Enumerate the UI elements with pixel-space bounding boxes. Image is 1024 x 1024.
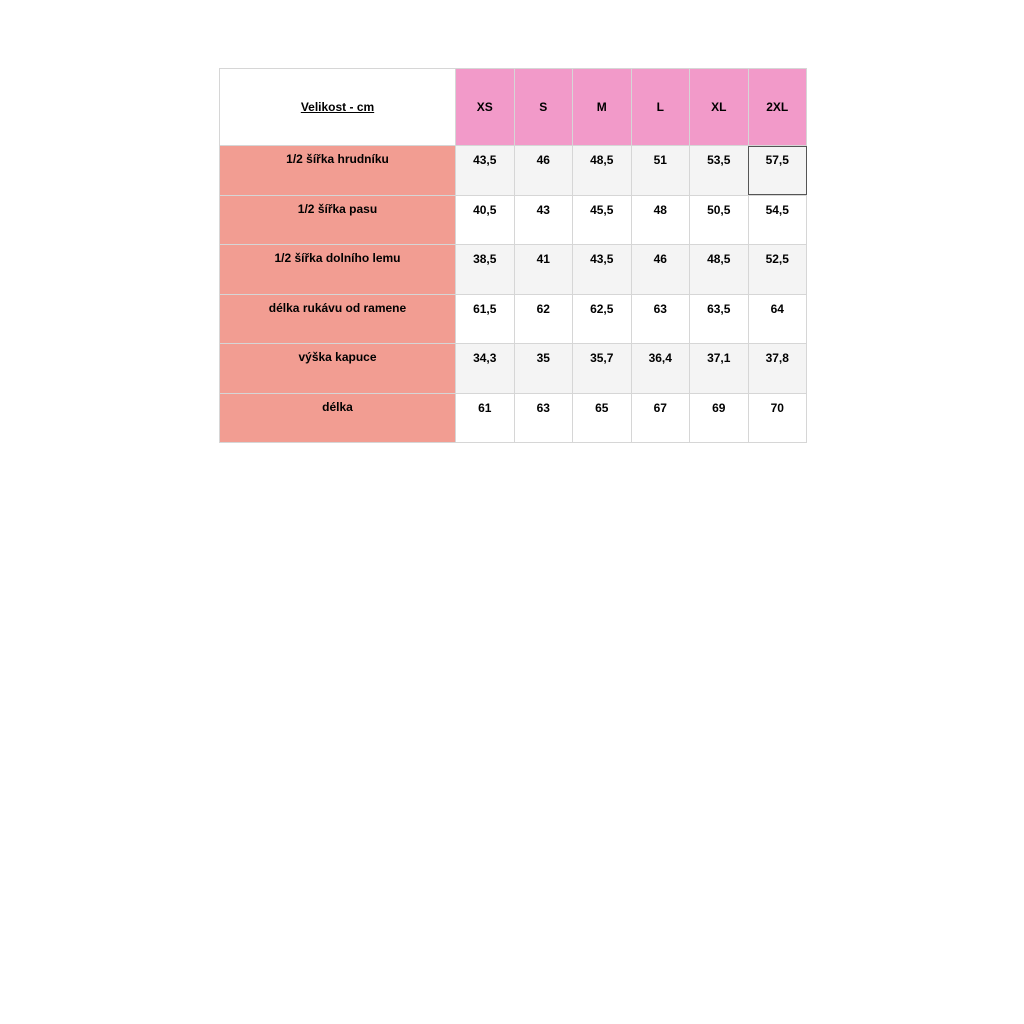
table-cell[interactable]: 61,5 (456, 294, 515, 344)
row-label[interactable]: 1/2 šířka pasu (220, 195, 456, 245)
row-label[interactable]: délka rukávu od ramene (220, 294, 456, 344)
table-cell[interactable]: 40,5 (456, 195, 515, 245)
size-header-xl[interactable]: XL (690, 69, 749, 146)
row-label[interactable]: výška kapuce (220, 344, 456, 394)
size-header-m[interactable]: M (573, 69, 632, 146)
table-cell[interactable]: 51 (631, 146, 690, 196)
table-row (220, 344, 807, 394)
size-header-l[interactable]: L (631, 69, 690, 146)
table-cell[interactable]: 50,5 (690, 195, 749, 245)
table-cell[interactable]: 43 (514, 195, 573, 245)
table-cell[interactable]: 37,1 (690, 344, 749, 394)
table-cell[interactable]: 35,7 (573, 344, 632, 394)
table-cell[interactable]: 38,5 (456, 245, 515, 295)
table-row (220, 393, 807, 443)
table-cell[interactable]: 65 (573, 393, 632, 443)
size-header-s[interactable]: S (514, 69, 573, 146)
table-cell[interactable]: 35 (514, 344, 573, 394)
size-header-2xl[interactable]: 2XL (748, 69, 807, 146)
table-cell[interactable]: 63 (631, 294, 690, 344)
table-cell[interactable]: 45,5 (573, 195, 632, 245)
table-cell[interactable]: 43,5 (573, 245, 632, 295)
table-cell[interactable]: 52,5 (748, 245, 807, 295)
table-cell[interactable]: 48 (631, 195, 690, 245)
table-cell[interactable]: 63,5 (690, 294, 749, 344)
table-cell[interactable]: 46 (514, 146, 573, 196)
table-row (220, 245, 807, 295)
size-header-xs[interactable]: XS (456, 69, 515, 146)
selected-table-cell[interactable]: 57,5 (748, 146, 807, 196)
table-cell[interactable]: 70 (748, 393, 807, 443)
table-cell[interactable]: 67 (631, 393, 690, 443)
table-cell[interactable]: 36,4 (631, 344, 690, 394)
table-cell[interactable]: 63 (514, 393, 573, 443)
table-cell[interactable]: 46 (631, 245, 690, 295)
table-cell[interactable]: 62,5 (573, 294, 632, 344)
header-row (220, 69, 807, 146)
table-cell[interactable]: 34,3 (456, 344, 515, 394)
table-cell[interactable]: 61 (456, 393, 515, 443)
table-cell[interactable]: 43,5 (456, 146, 515, 196)
table-cell[interactable]: 62 (514, 294, 573, 344)
corner-label: Velikost - cm (300, 100, 375, 114)
table-row (220, 195, 807, 245)
table-cell[interactable]: 53,5 (690, 146, 749, 196)
size-chart-table (219, 68, 807, 443)
row-label[interactable]: délka (220, 393, 456, 443)
corner-header-cell[interactable] (220, 69, 456, 146)
table-row (220, 294, 807, 344)
table-cell[interactable]: 41 (514, 245, 573, 295)
table-cell[interactable]: 69 (690, 393, 749, 443)
row-label[interactable]: 1/2 šířka hrudníku (220, 146, 456, 196)
table-cell[interactable]: 37,8 (748, 344, 807, 394)
row-label[interactable]: 1/2 šířka dolního lemu (220, 245, 456, 295)
table-cell[interactable]: 48,5 (690, 245, 749, 295)
table-cell[interactable]: 54,5 (748, 195, 807, 245)
table-cell[interactable]: 64 (748, 294, 807, 344)
table-row (220, 146, 807, 196)
table-cell[interactable]: 48,5 (573, 146, 632, 196)
